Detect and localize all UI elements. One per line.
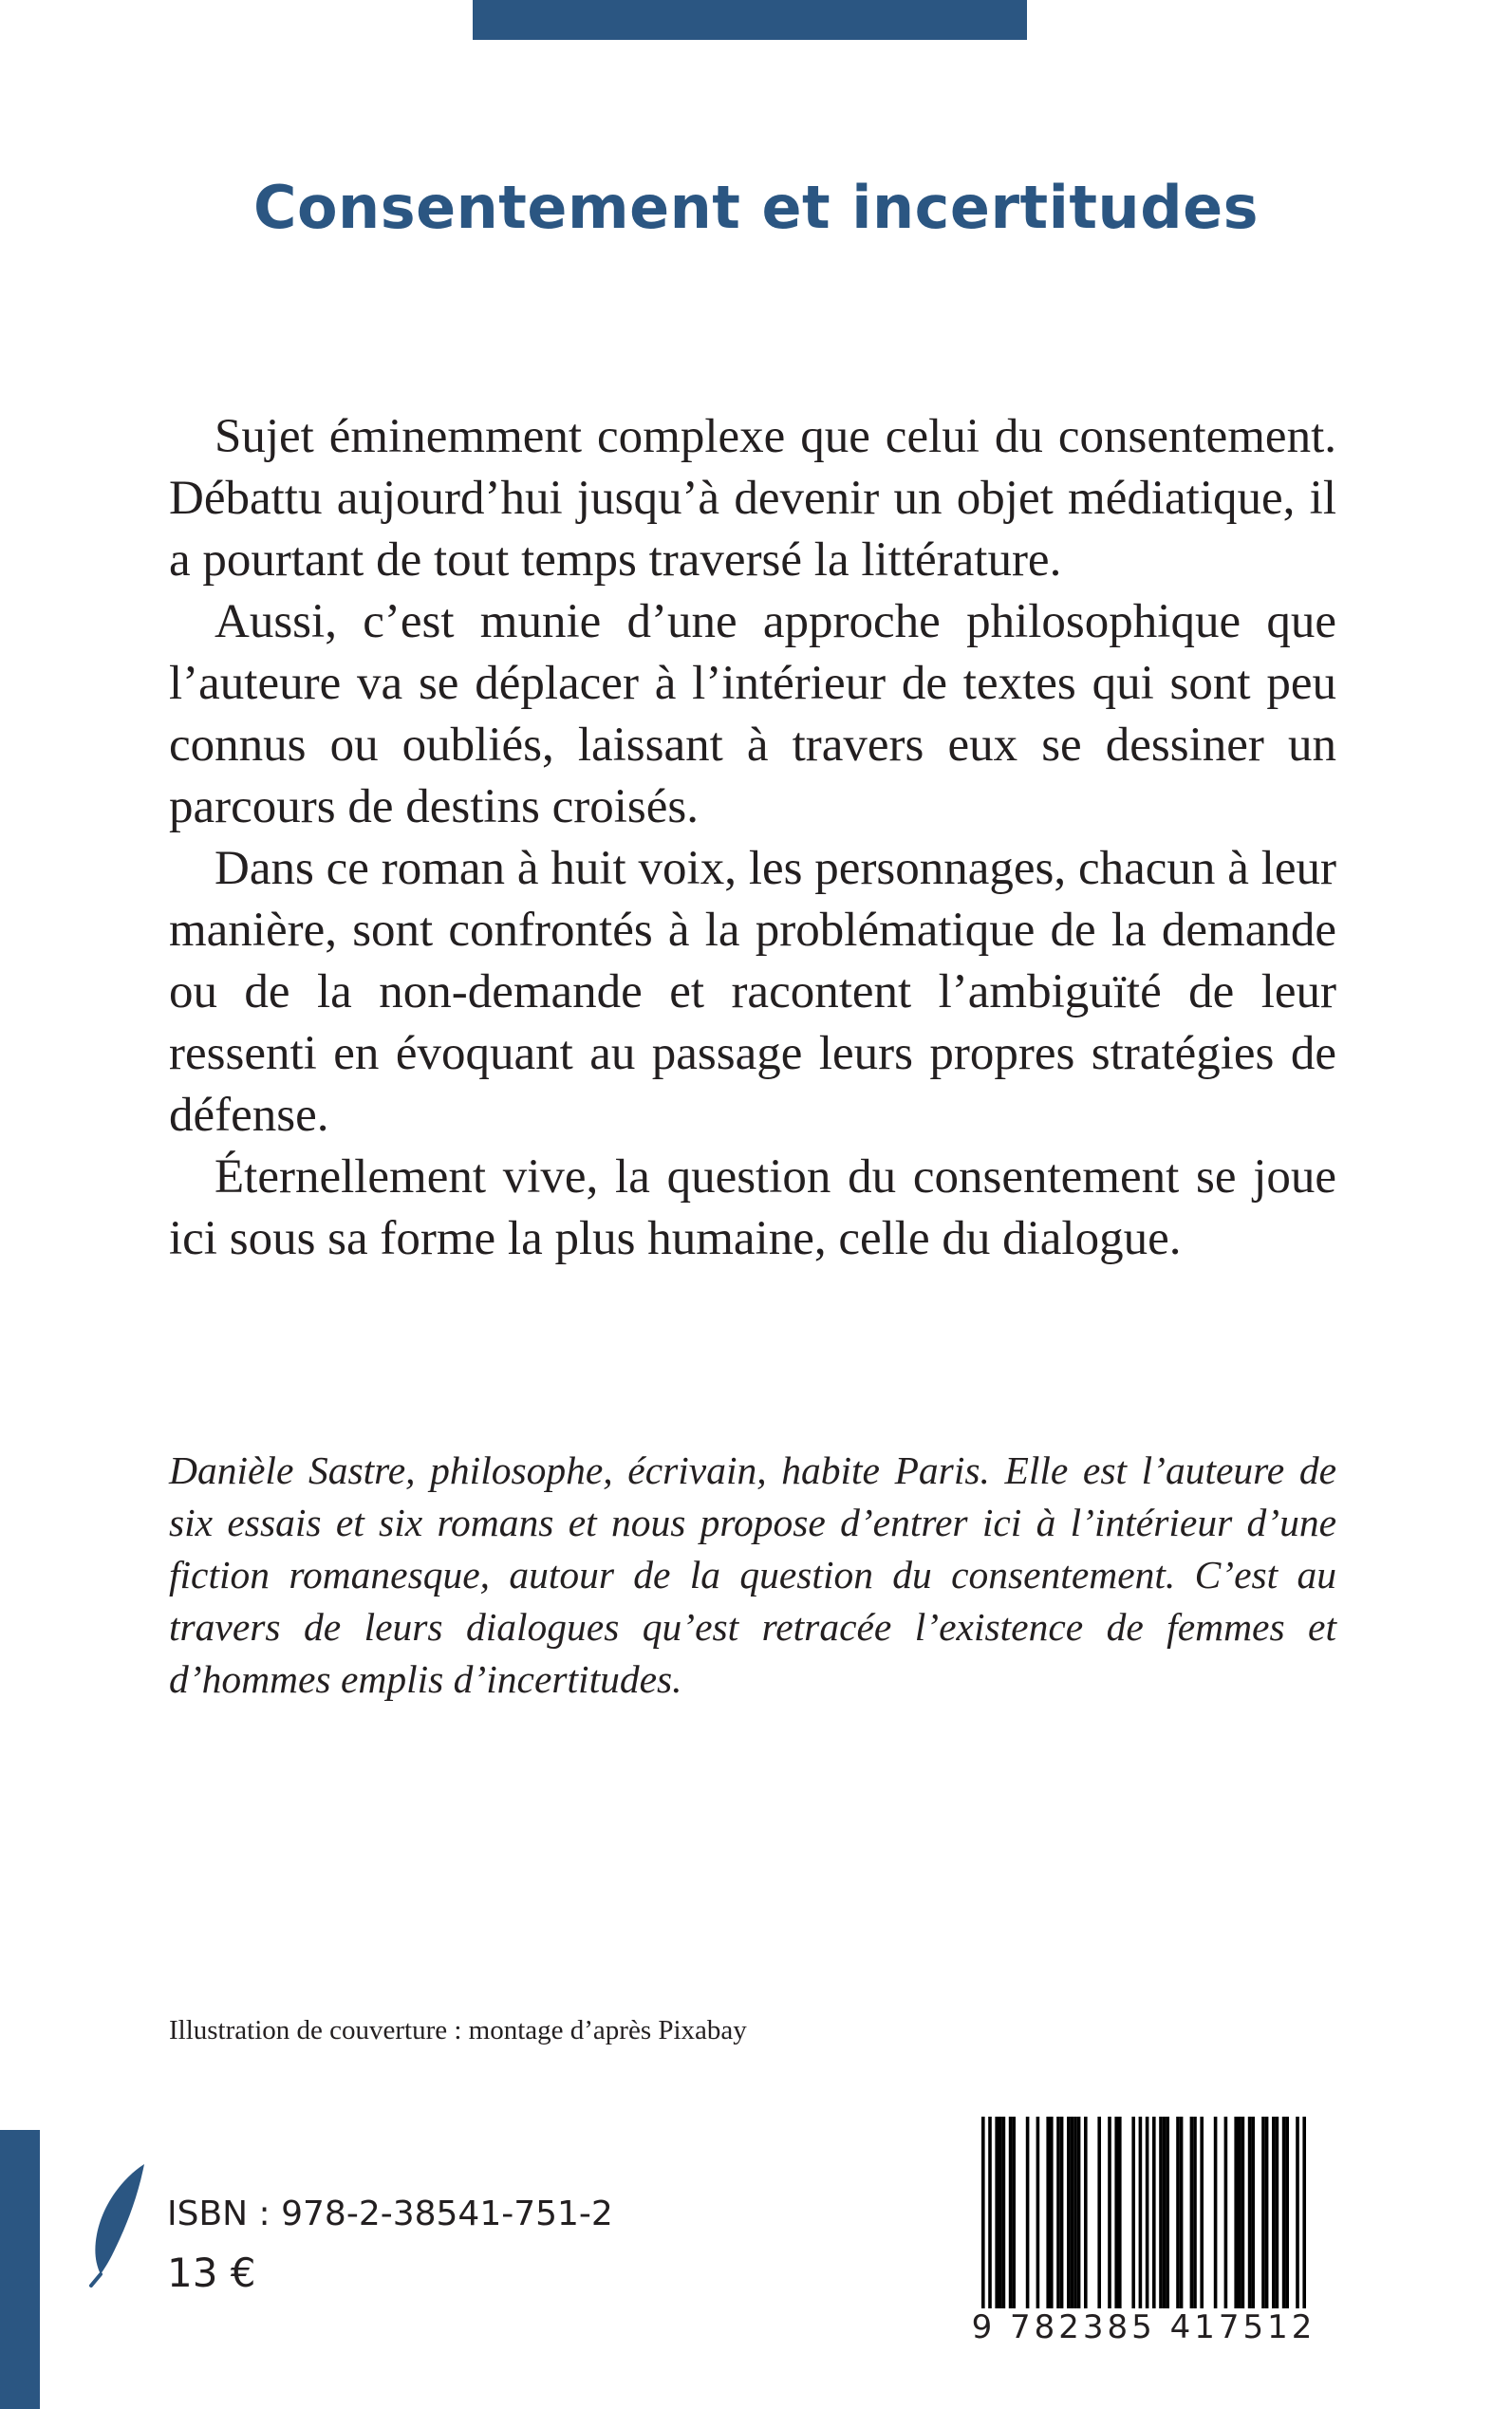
barcode-bar	[1276, 2117, 1279, 2310]
summary-paragraph-2: Aussi, c’est munie d’une approche philosophique que l’auteure va se déplacer à l’intérieur de textes qui sont peu connus ou oubliés, laissant à travers eux se dessiner un parcours de destins croisés.	[169, 595, 1336, 833]
barcode-bar	[1241, 2117, 1245, 2310]
barcode-bar	[1114, 2117, 1118, 2310]
barcode-bar	[1077, 2117, 1081, 2310]
barcode-bar	[1118, 2117, 1122, 2310]
illustration-credit: Illustration de couverture : montage d’après Pixabay	[169, 2015, 747, 2045]
top-accent-band	[473, 0, 1027, 40]
isbn-barcode	[949, 2111, 1338, 2333]
barcode-bar	[1176, 2117, 1180, 2310]
barcode-bar	[1012, 2117, 1016, 2310]
bottom-left-accent-band	[0, 2130, 40, 2409]
barcode-bar	[1193, 2117, 1197, 2310]
feather-quill-icon	[85, 2162, 152, 2288]
barcode-bar	[1190, 2117, 1194, 2310]
barcode-bar	[1224, 2117, 1228, 2310]
barcode-bar	[1251, 2117, 1255, 2310]
barcode-bar	[1285, 2117, 1289, 2310]
barcode-bar	[1002, 2117, 1006, 2310]
barcode-bar	[1097, 2117, 1101, 2310]
barcode-bar	[1139, 2117, 1143, 2327]
author-bio: Danièle Sastre, philosophe, écrivain, habite Paris. Elle est l’auteure de six essais et six romans et nous propose d’entrer ici à l’intérieur d’une fiction romanesque, autour de la question du consentement. C’est au travers de leurs dialogues qu’est retracée l’existence de femmes et d’hommes emplis d’incertitudes.	[169, 1448, 1336, 1701]
summary-paragraph-1: Sujet éminemment complexe que celui du consentement. Débattu aujourd’hui jusqu’à devenir un objet médiatique, il a pourtant de tout temps traversé la littérature.	[169, 410, 1336, 587]
barcode-bar	[1272, 2117, 1276, 2310]
barcode-bar	[1071, 2117, 1074, 2310]
barcode-bar	[1046, 2117, 1050, 2310]
price-label: 13 €	[167, 2250, 256, 2296]
barcode-bar	[1214, 2117, 1218, 2310]
barcode-bar	[1265, 2117, 1269, 2310]
barcode-bar	[1050, 2117, 1054, 2310]
back-cover-summary	[169, 406, 1336, 1270]
barcode-bar	[1060, 2117, 1064, 2310]
barcode-bar	[1163, 2117, 1167, 2310]
barcode-bar	[988, 2117, 992, 2327]
barcode-bar	[1084, 2117, 1088, 2310]
barcode-bar	[1159, 2117, 1163, 2310]
barcode-bar	[1073, 2117, 1077, 2310]
barcode-bar	[981, 2117, 985, 2327]
barcode-bar	[1108, 2117, 1111, 2310]
isbn-number: ISBN : 978-2-38541-751-2	[167, 2194, 613, 2233]
barcode-bar	[995, 2117, 999, 2310]
barcode-bar	[1302, 2117, 1306, 2327]
barcode-bar	[1131, 2117, 1135, 2310]
barcode-digits: 9 782385 417512	[949, 2308, 1338, 2346]
barcode-bar	[1152, 2117, 1156, 2310]
barcode-bar	[999, 2117, 1002, 2310]
barcode-bar	[1166, 2117, 1169, 2310]
barcode-bar	[1261, 2117, 1265, 2310]
barcode-bar	[1180, 2117, 1184, 2310]
barcode-bar	[1296, 2117, 1299, 2327]
barcode-bar	[1036, 2117, 1040, 2310]
barcode-bar	[1200, 2117, 1204, 2310]
barcode-bar	[1248, 2117, 1252, 2310]
barcode-bar	[1234, 2117, 1238, 2310]
barcode-bar	[1238, 2117, 1241, 2310]
summary-paragraph-4: Éternellement vive, la question du consentement se joue ici sous sa forme la plus humaine, celle du dialogue.	[169, 1150, 1336, 1265]
barcode-bar	[1067, 2117, 1071, 2310]
summary-paragraph-3: Dans ce roman à huit voix, les personnages, chacun à leur manière, sont confrontés à la problématique de la demande ou de la non-demande et racontent l’ambiguïté de leur ressenti en évoquant au passage leurs propres stratégies de défense.	[169, 842, 1336, 1142]
book-title: Consentement et incertitudes	[252, 173, 1260, 242]
barcode-bar	[1056, 2117, 1060, 2310]
barcode-bar	[1009, 2117, 1013, 2310]
barcode-bar	[1282, 2117, 1286, 2310]
barcode-bar	[1026, 2117, 1030, 2310]
barcode-bar	[1146, 2117, 1149, 2327]
